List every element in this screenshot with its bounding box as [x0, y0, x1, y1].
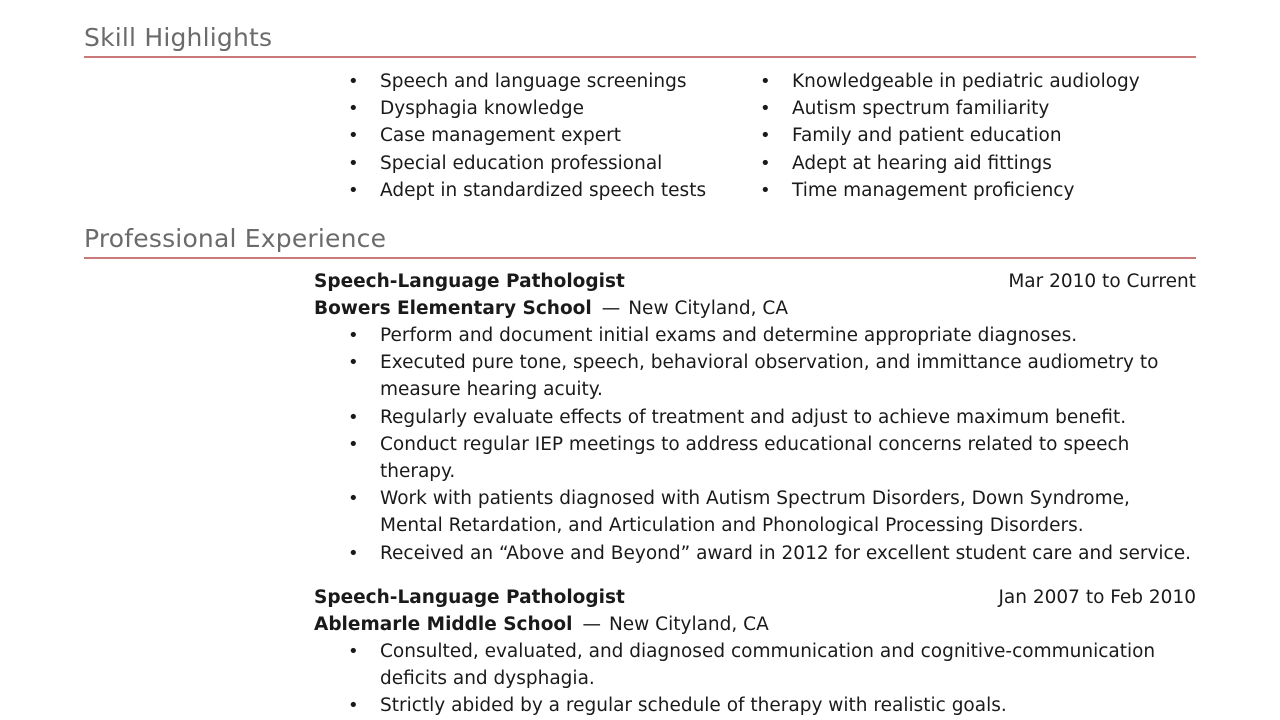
- duty-item: • Conduct regular IEP meetings to address educational concerns related to speech therapy.: [348, 431, 1196, 485]
- experience-section-rule: [84, 257, 1196, 259]
- job-employer: Bowers Elementary School: [314, 298, 592, 319]
- job-title: Speech-Language Pathologist: [314, 587, 625, 608]
- skill-item: • Special education professional: [348, 150, 706, 177]
- duty-item: • Regularly evaluate effects of treatment and adjust to achieve maximum benefit.: [348, 404, 1196, 431]
- skill-item: • Autism spectrum familiarity: [760, 95, 1140, 122]
- job-location: New Cityland, CA: [608, 614, 769, 635]
- skills-section-title: Skill Highlights: [84, 23, 273, 52]
- duty-item: • Perform and document initial exams and determine appropriate diagnoses.: [348, 322, 1196, 349]
- skills-section-rule: [84, 56, 1196, 58]
- job-entry: [314, 268, 1196, 567]
- duty-item: • Consulted, evaluated, and diagnosed communication and cognitive-communication deficits and dysphagia.: [348, 638, 1196, 692]
- cropped-contact-line: [318, 0, 998, 4]
- duty-item: • Received an “Above and Beyond” award in 2012 for excellent student care and service.: [348, 540, 1196, 567]
- skill-item: • Family and patient education: [760, 122, 1140, 149]
- job-duties-list: [348, 638, 1196, 720]
- job-dates: Mar 2010 to Current: [1008, 271, 1196, 292]
- skill-item: • Knowledgeable in pediatric audiology: [760, 68, 1140, 95]
- em-dash-separator: —: [601, 298, 621, 319]
- job-duties-list: [348, 322, 1196, 567]
- job-employer-line: [314, 611, 1196, 638]
- job-dates: Jan 2007 to Feb 2010: [998, 587, 1196, 608]
- experience-section-title: Professional Experience: [84, 224, 387, 253]
- job-location: New Cityland, CA: [628, 298, 788, 319]
- skill-item: • Adept in standardized speech tests: [348, 177, 706, 204]
- skills-list-left: [348, 68, 706, 204]
- em-dash-separator: —: [582, 614, 601, 635]
- job-header: [314, 268, 1196, 295]
- skill-item: • Speech and language screenings: [348, 68, 706, 95]
- duty-item: • Executed pure tone, speech, behavioral observation, and immittance audiometry to measure hearing acuity.: [348, 349, 1196, 403]
- job-title: Speech-Language Pathologist: [314, 271, 625, 292]
- job-employer: Ablemarle Middle School: [314, 614, 573, 635]
- job-entry: [314, 584, 1196, 720]
- job-employer-line: [314, 295, 1196, 322]
- duty-item: • Strictly abided by a regular schedule of therapy with realistic goals.: [348, 692, 1196, 719]
- job-header: [314, 584, 1196, 611]
- duty-item: • Work with patients diagnosed with Autism Spectrum Disorders, Down Syndrome, Mental Retardation, and Articulation and Phonological Processing Disorders.: [348, 485, 1196, 539]
- skills-list-right: [760, 68, 1140, 204]
- skill-item: • Case management expert: [348, 122, 706, 149]
- skill-item: • Time management proficiency: [760, 177, 1140, 204]
- skill-item: • Adept at hearing aid fittings: [760, 150, 1140, 177]
- skill-item: • Dysphagia knowledge: [348, 95, 706, 122]
